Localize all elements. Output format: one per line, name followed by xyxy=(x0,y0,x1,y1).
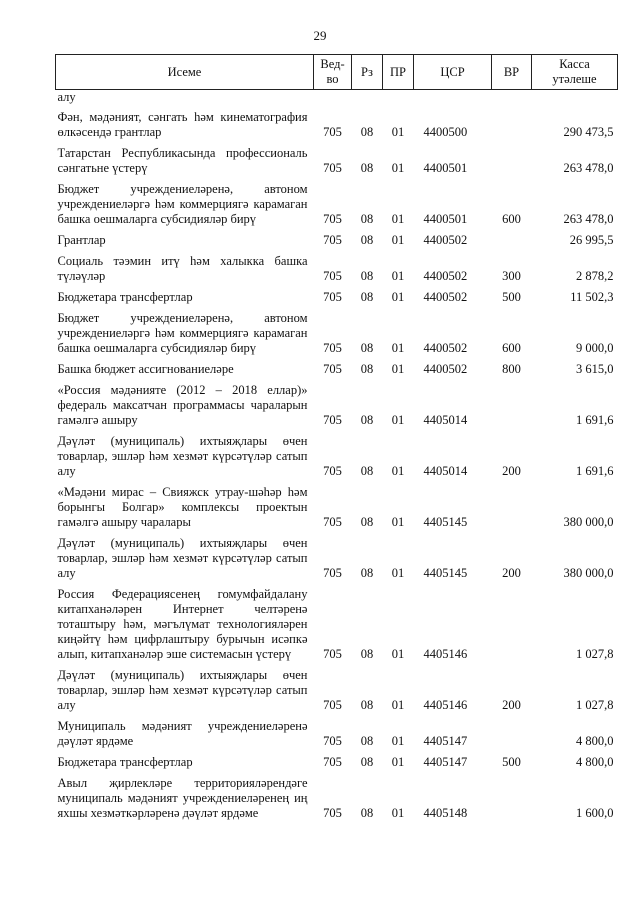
cell-rz: 08 xyxy=(360,290,374,304)
cell-name: Башка бюджет ассигнованиеләре xyxy=(57,362,234,376)
cell-amount: 380 000,0 xyxy=(563,515,614,529)
cell-vr: 200 xyxy=(502,464,521,478)
cell-csr: 4405145 xyxy=(423,566,468,580)
cell-csr: 4400502 xyxy=(423,362,468,376)
table-row xyxy=(56,231,618,252)
header-name: Исеме xyxy=(56,55,314,90)
cell-name: Бюджетара трансфертлар xyxy=(57,755,193,769)
cell-csr: 4405147 xyxy=(423,734,468,748)
cell-pr: 01 xyxy=(391,290,405,304)
cell-name: Дәүләт (муниципаль) ихтыяҗлары өчен товарлар, эшләр һәм хезмәт күрсәтүләр сатып алу xyxy=(57,668,308,712)
cell-vr xyxy=(492,381,532,432)
cell-vr: 200 xyxy=(502,566,521,580)
cell-rz: 08 xyxy=(360,413,374,427)
cell-name: Фән, мәдәният, сәнгать һәм кинематография өлкәсендә грантлар xyxy=(57,110,308,139)
cell-name: Россия Федерациясенең гомумфайдалану китапханәләрен Интернет челтәренә тоташтыру һәм, мәгълүмат технологияләрен киңәйтү һәм цифрлаштыру бурычын исәпкә алып, китапханәләр эше системасын үстерү xyxy=(57,587,308,661)
cell-vr xyxy=(492,774,532,825)
table-row xyxy=(56,288,618,309)
table-row xyxy=(56,483,618,534)
cell-amount: 2 878,2 xyxy=(576,269,614,283)
cell-vr: 300 xyxy=(502,269,521,283)
cell-pr: 01 xyxy=(391,125,405,139)
header-vr: ВР xyxy=(492,55,532,90)
cell-ved: 705 xyxy=(323,341,342,355)
cell-amount: 263 478,0 xyxy=(563,161,614,175)
cell-rz: 08 xyxy=(360,566,374,580)
cell-name: Дәүләт (муниципаль) ихтыяҗлары өчен товарлар, эшләр һәм хезмәт күрсәтүләр сатып алу xyxy=(57,434,308,478)
cell-name: Социаль тәэмин итү һәм халыкка башка түләүләр xyxy=(57,254,308,283)
cell-amount: 1 691,6 xyxy=(576,464,614,478)
cell-rz: 08 xyxy=(360,647,374,661)
cell-vr xyxy=(492,144,532,180)
cell-vr: 200 xyxy=(502,698,521,712)
cell-pr: 01 xyxy=(391,755,405,769)
cell-vr: 800 xyxy=(502,362,521,376)
cell-ved: 705 xyxy=(323,755,342,769)
continuation-row xyxy=(56,90,618,109)
table-header xyxy=(56,55,618,90)
cell-rz: 08 xyxy=(360,233,374,247)
cell-name: «Россия мәдәнияте (2012 – 2018 еллар)» федераль максатчан программасы чараларын гамәлгә ашыру xyxy=(57,383,308,427)
table-row xyxy=(56,360,618,381)
cell-csr: 4400502 xyxy=(423,233,468,247)
cell-rz: 08 xyxy=(360,125,374,139)
cell-vr xyxy=(492,585,532,666)
cell-vr: 500 xyxy=(502,290,521,304)
cell-amount: 263 478,0 xyxy=(563,212,614,226)
cell-rz: 08 xyxy=(360,269,374,283)
cell-amount: 380 000,0 xyxy=(563,566,614,580)
cell-name: «Мәдәни мирас – Свияжск утрау-шәһәр һәм борынгы Болгар» комплексы проектын гамәлгә ашыру чаралары xyxy=(57,485,308,529)
cell-name: Авыл җирлекләре территорияләрендәге муниципаль мәдәният учреждениеләренең иң яхшы хезмәткәрләренә дәүләт ярдәме xyxy=(57,776,308,820)
table-row xyxy=(56,666,618,717)
table-row xyxy=(56,717,618,753)
cell-name: Бюджет учреждениеләренә, автоном учреждениеләргә һәм коммерциягә карамаган башка оешмаларга субсидияләр бирү xyxy=(57,182,308,226)
cell-csr: 4400502 xyxy=(423,290,468,304)
cell-vr xyxy=(492,231,532,252)
cell-ved: 705 xyxy=(323,515,342,529)
cell-amount: 1 600,0 xyxy=(576,806,614,820)
cell-csr: 4405148 xyxy=(423,806,468,820)
table-body xyxy=(56,90,618,826)
table-row xyxy=(56,432,618,483)
cell-csr: 4400501 xyxy=(423,161,468,175)
cell-ved: 705 xyxy=(323,233,342,247)
cell-vr xyxy=(492,108,532,144)
cell-name: Дәүләт (муниципаль) ихтыяҗлары өчен товарлар, эшләр һәм хезмәт күрсәтүләр сатып алу xyxy=(57,536,308,580)
cell-csr: 4405145 xyxy=(423,515,468,529)
cell-rz: 08 xyxy=(360,515,374,529)
table-row xyxy=(56,144,618,180)
cell-pr: 01 xyxy=(391,566,405,580)
cell-csr: 4400501 xyxy=(423,212,468,226)
cell-amount: 290 473,5 xyxy=(563,125,614,139)
cell-csr: 4400502 xyxy=(423,341,468,355)
cell-csr: 4400502 xyxy=(423,269,468,283)
cell-vr xyxy=(492,717,532,753)
continuation-text: алу xyxy=(57,90,76,104)
cell-ved: 705 xyxy=(323,125,342,139)
cell-name: Бюджетара трансфертлар xyxy=(57,290,193,304)
cell-pr: 01 xyxy=(391,647,405,661)
cell-csr: 4405014 xyxy=(423,464,468,478)
cell-pr: 01 xyxy=(391,734,405,748)
cell-csr: 4405014 xyxy=(423,413,468,427)
table-row xyxy=(56,180,618,231)
cell-amount: 11 502,3 xyxy=(570,290,614,304)
cell-pr: 01 xyxy=(391,806,405,820)
cell-amount: 1 027,8 xyxy=(576,698,614,712)
cell-pr: 01 xyxy=(391,362,405,376)
cell-ved: 705 xyxy=(323,806,342,820)
table-row xyxy=(56,309,618,360)
cell-amount: 4 800,0 xyxy=(576,755,614,769)
cell-rz: 08 xyxy=(360,698,374,712)
cell-ved: 705 xyxy=(323,566,342,580)
cell-rz: 08 xyxy=(360,755,374,769)
cell-ved: 705 xyxy=(323,290,342,304)
table-row xyxy=(56,108,618,144)
cell-rz: 08 xyxy=(360,362,374,376)
cell-vr: 600 xyxy=(502,341,521,355)
cell-pr: 01 xyxy=(391,233,405,247)
cell-pr: 01 xyxy=(391,464,405,478)
budget-table xyxy=(55,54,618,825)
cell-rz: 08 xyxy=(360,734,374,748)
cell-pr: 01 xyxy=(391,413,405,427)
cell-ved: 705 xyxy=(323,698,342,712)
cell-ved: 705 xyxy=(323,413,342,427)
cell-amount: 26 995,5 xyxy=(569,233,614,247)
cell-pr: 01 xyxy=(391,161,405,175)
cell-amount: 9 000,0 xyxy=(576,341,614,355)
cell-vr xyxy=(492,483,532,534)
cell-csr: 4405146 xyxy=(423,647,468,661)
cell-rz: 08 xyxy=(360,161,374,175)
header-csr: ЦСР xyxy=(414,55,492,90)
cell-vr: 600 xyxy=(502,212,521,226)
cell-ved: 705 xyxy=(323,734,342,748)
cell-name: Татарстан Республикасында профессиональ сәнгатьне үстерү xyxy=(57,146,308,175)
cell-rz: 08 xyxy=(360,341,374,355)
cell-name: Муниципаль мәдәният учреждениеләренә дәүләт ярдәме xyxy=(57,719,308,748)
cell-name: Грантлар xyxy=(57,233,106,247)
cell-amount: 1 027,8 xyxy=(576,647,614,661)
cell-pr: 01 xyxy=(391,698,405,712)
cell-name: Бюджет учреждениеләренә, автоном учреждениеләргә һәм коммерциягә карамаган башка оешмаларга субсидияләр бирү xyxy=(57,311,308,355)
header-ved: Вед- во xyxy=(314,55,352,90)
cell-ved: 705 xyxy=(323,362,342,376)
cell-pr: 01 xyxy=(391,341,405,355)
cell-ved: 705 xyxy=(323,212,342,226)
cell-pr: 01 xyxy=(391,515,405,529)
cell-csr: 4405147 xyxy=(423,755,468,769)
cell-rz: 08 xyxy=(360,464,374,478)
cell-ved: 705 xyxy=(323,161,342,175)
cell-ved: 705 xyxy=(323,647,342,661)
page-number: 29 xyxy=(313,28,327,43)
table-row xyxy=(56,753,618,774)
cell-ved: 705 xyxy=(323,464,342,478)
table-row xyxy=(56,381,618,432)
header-rz: Рз xyxy=(352,55,383,90)
cell-rz: 08 xyxy=(360,806,374,820)
cell-ved: 705 xyxy=(323,269,342,283)
table-row xyxy=(56,585,618,666)
cell-pr: 01 xyxy=(391,269,405,283)
cell-rz: 08 xyxy=(360,212,374,226)
table-row xyxy=(56,534,618,585)
cell-csr: 4405146 xyxy=(423,698,468,712)
table-row xyxy=(56,252,618,288)
cell-pr: 01 xyxy=(391,212,405,226)
cell-amount: 1 691,6 xyxy=(576,413,614,427)
table-row xyxy=(56,774,618,825)
cell-amount: 4 800,0 xyxy=(576,734,614,748)
cell-csr: 4400500 xyxy=(423,125,468,139)
header-kassa: Касса утәлеше xyxy=(532,55,618,90)
cell-vr: 500 xyxy=(502,755,521,769)
header-pr: ПР xyxy=(383,55,414,90)
cell-amount: 3 615,0 xyxy=(576,362,614,376)
